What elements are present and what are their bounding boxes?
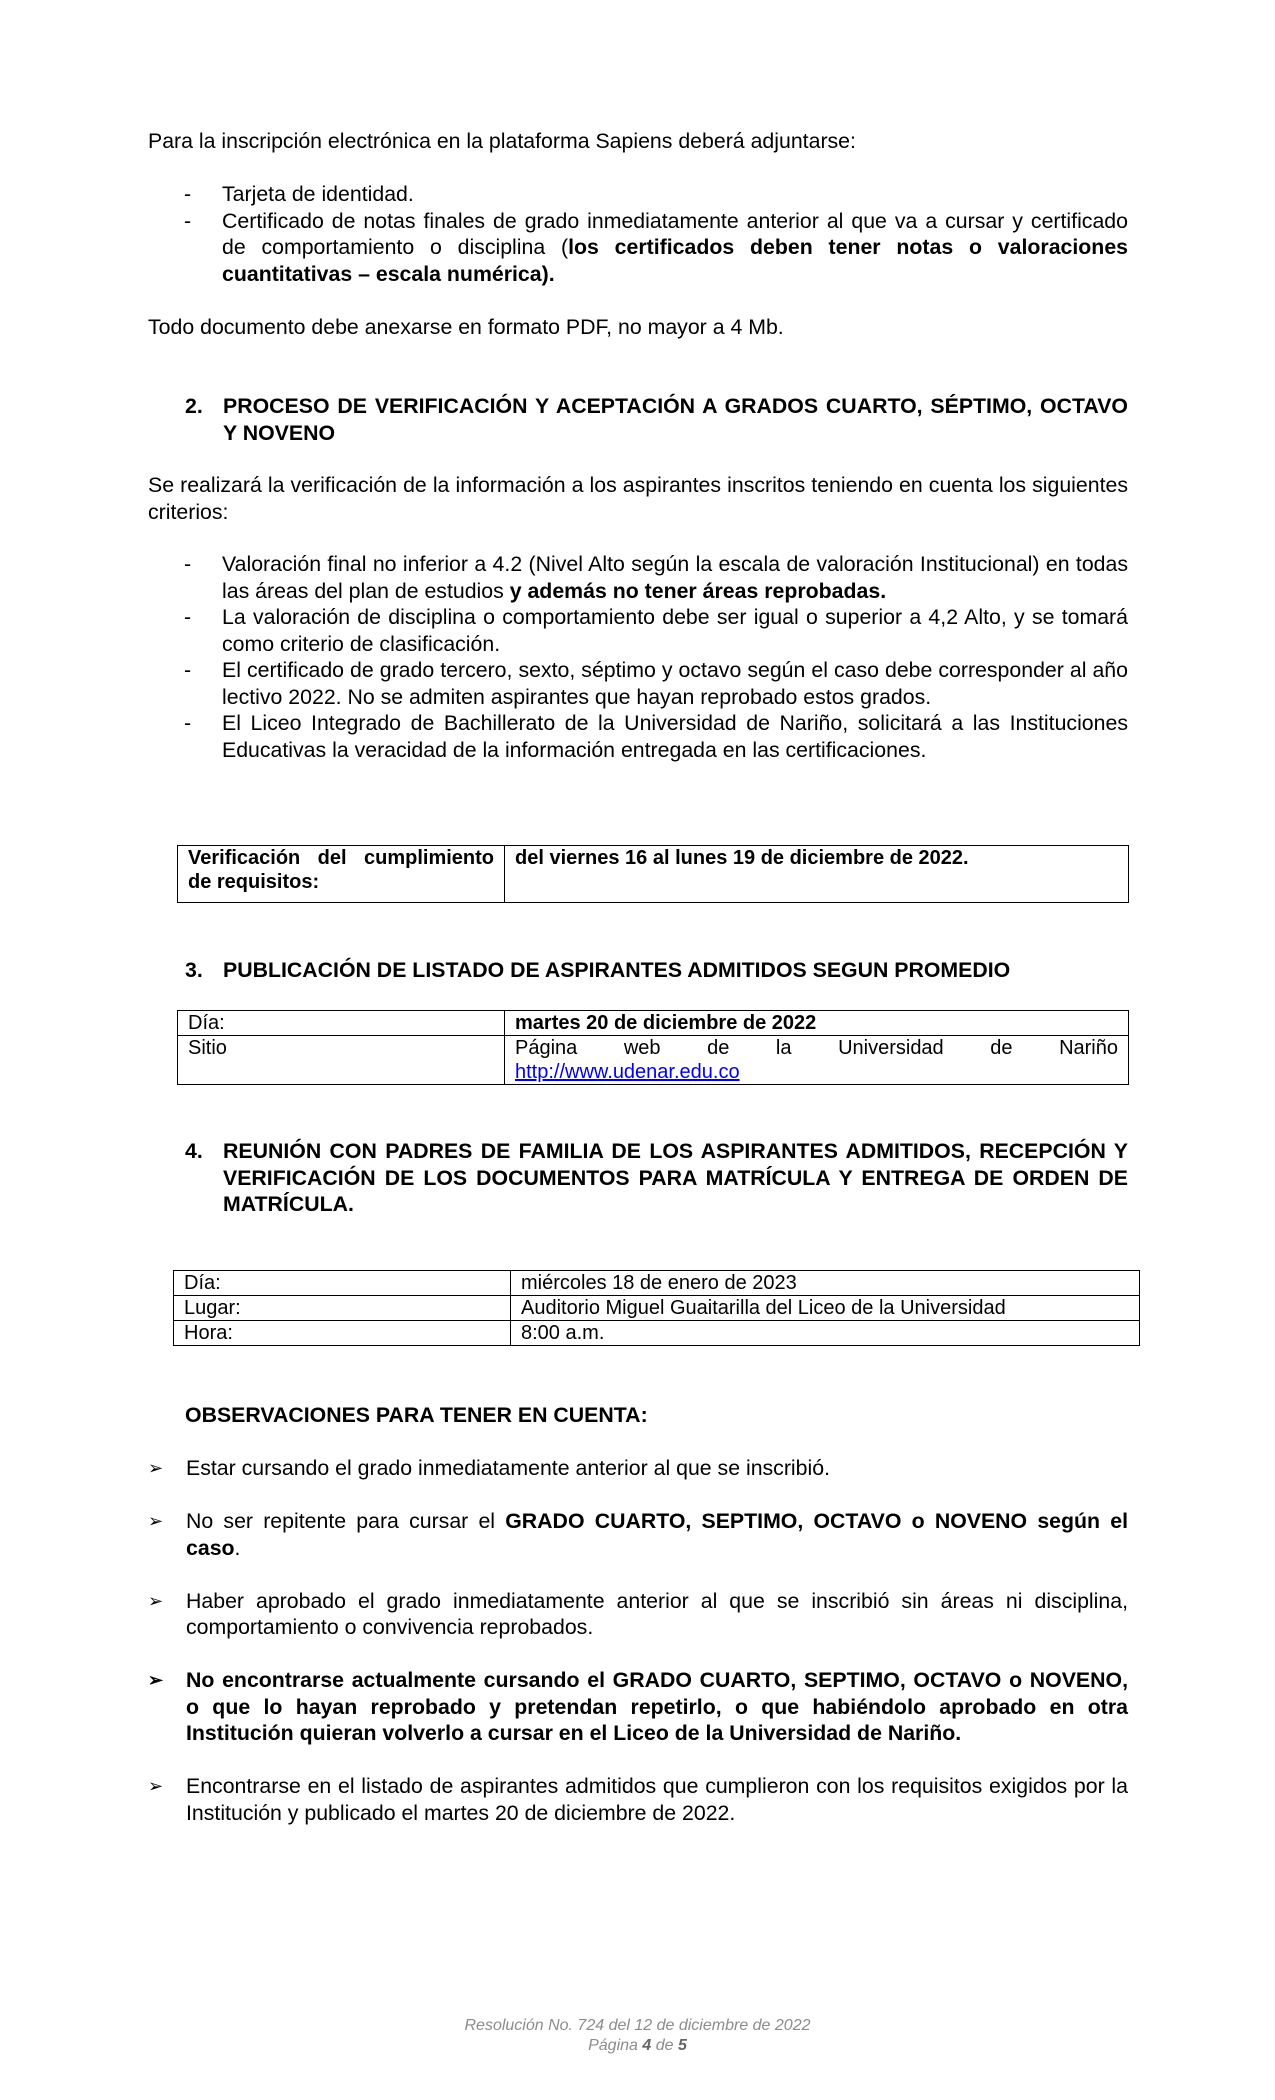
pdf-note: Todo documento debe anexarse en formato PDF, no mayor a 4 Mb. (148, 315, 784, 339)
list-item: - La valoración de disciplina o comportamiento debe ser igual o superior a 4,2 Alto, y se tomará como criterio de clasificación. (184, 604, 1128, 657)
publication-table (177, 1010, 1129, 1085)
footer-page: Página 4 de 5 (588, 2037, 687, 2054)
list-item: ➢ Estar cursando el grado inmediatamente anterior al que se inscribió. (148, 1456, 830, 1480)
sitio-label: Sitio (178, 1036, 505, 1085)
meeting-value: Auditorio Miguel Guaitarilla del Liceo de la Universidad (511, 1296, 1140, 1321)
footer-resolution: Resolución No. 724 del 12 de diciembre de 2022 (464, 2017, 811, 2034)
list-item: - Valoración final no inferior a 4.2 (Nivel Alto según la escala de valoración Institucional) en todas las áreas del plan de estudios y además no tener áreas reprobadas. (184, 551, 1128, 604)
verification-table (177, 845, 1129, 903)
list-item: - El certificado de grado tercero, sexto, séptimo y octavo según el caso debe corresponder al año lectivo 2022. No se admiten aspirantes que hayan reprobado estos grados. (184, 657, 1128, 710)
section-3-heading: 3. PUBLICACIÓN DE LISTADO DE ASPIRANTES ADMITIDOS SEGUN PROMEDIO (185, 958, 1011, 982)
arrow-bullet-icon: ➢ (148, 1670, 164, 1690)
list-item: - El Liceo Integrado de Bachillerato de la Universidad de Nariño, solicitará a las Instituciones Educativas la veracidad de la información entregada en las certificaciones. (184, 710, 1128, 763)
arrow-bullet-icon: ➢ (148, 1590, 164, 1611)
attachments-list (184, 181, 1128, 287)
dia-value: martes 20 de diciembre de 2022 (505, 1011, 1129, 1036)
section-2-heading: 2. PROCESO DE VERIFICACIÓN Y ACEPTACIÓN A GRADOS CUARTO, SÉPTIMO, OCTAVO Y NOVENO (185, 394, 1128, 445)
section-2-intro: Se realizará la verificación de la información a los aspirantes inscritos teniendo en cuenta los siguientes criterios: (148, 473, 1128, 524)
meeting-label: Día: (174, 1271, 511, 1296)
list-item: ➢ Haber aprobado el grado inmediatamente anterior al que se inscribió sin áreas ni disciplina, comportamiento o convivencia reprobados. (148, 1588, 1128, 1639)
meeting-label: Lugar: (174, 1296, 511, 1321)
list-item: ➢ No encontrarse actualmente cursando el GRADO CUARTO, SEPTIMO, OCTAVO o NOVENO, o que lo hayan reprobado y pretendan repetirlo, o que habiéndolo aprobado en otra Institución quieran volverlo a cursar en el Liceo de la Universidad de Nariño. (148, 1668, 1128, 1745)
list-item: - Certificado de notas finales de grado inmediatamente anterior al que va a cursar y certificado de comportamiento o disciplina (los certificados deben tener notas o valoraciones cuantitativas – escala numérica). (184, 208, 1128, 288)
udenar-link[interactable]: http://www.udenar.edu.co (515, 1061, 740, 1083)
list-item: ➢ Encontrarse en el listado de aspirantes admitidos que cumplieron con los requisitos exigidos por la Institución y publicado el martes 20 de diciembre de 2022. (148, 1774, 1128, 1825)
verification-value: del viernes 16 al lunes 19 de diciembre de 2022. (505, 846, 1129, 903)
observations-title: OBSERVACIONES PARA TENER EN CUENTA: (185, 1403, 648, 1427)
list-item: - Tarjeta de identidad. (184, 181, 1128, 208)
criteria-list (184, 551, 1128, 763)
observations-list (148, 1455, 1128, 1853)
arrow-bullet-icon: ➢ (148, 1511, 164, 1531)
dia-label: Día: (178, 1011, 505, 1036)
list-item: ➢ No ser repitente para cursar el GRADO CUARTO, SEPTIMO, OCTAVO o NOVENO según el caso. (148, 1509, 1128, 1560)
verification-label: Verificación del cumplimiento de requisitos: (178, 846, 505, 903)
arrow-bullet-icon: ➢ (148, 1776, 164, 1796)
intro-line: Para la inscripción electrónica en la plataforma Sapiens deberá adjuntarse: (148, 129, 856, 153)
meeting-table (173, 1270, 1140, 1346)
meeting-value: miércoles 18 de enero de 2023 (511, 1271, 1140, 1296)
meeting-value: 8:00 a.m. (511, 1321, 1140, 1346)
section-4-heading: 4. REUNIÓN CON PADRES DE FAMILIA DE LOS ASPIRANTES ADMITIDOS, RECEPCIÓN Y VERIFICACIÓN DE LOS DOCUMENTOS PARA MATRÍCULA Y ENTREGA DE ORDEN DE MATRÍCULA. (185, 1139, 1128, 1216)
sitio-value: Página web de la Universidad de Nariño http://www.udenar.edu.co (505, 1036, 1129, 1085)
meeting-label: Hora: (174, 1321, 511, 1346)
arrow-bullet-icon: ➢ (148, 1458, 164, 1478)
